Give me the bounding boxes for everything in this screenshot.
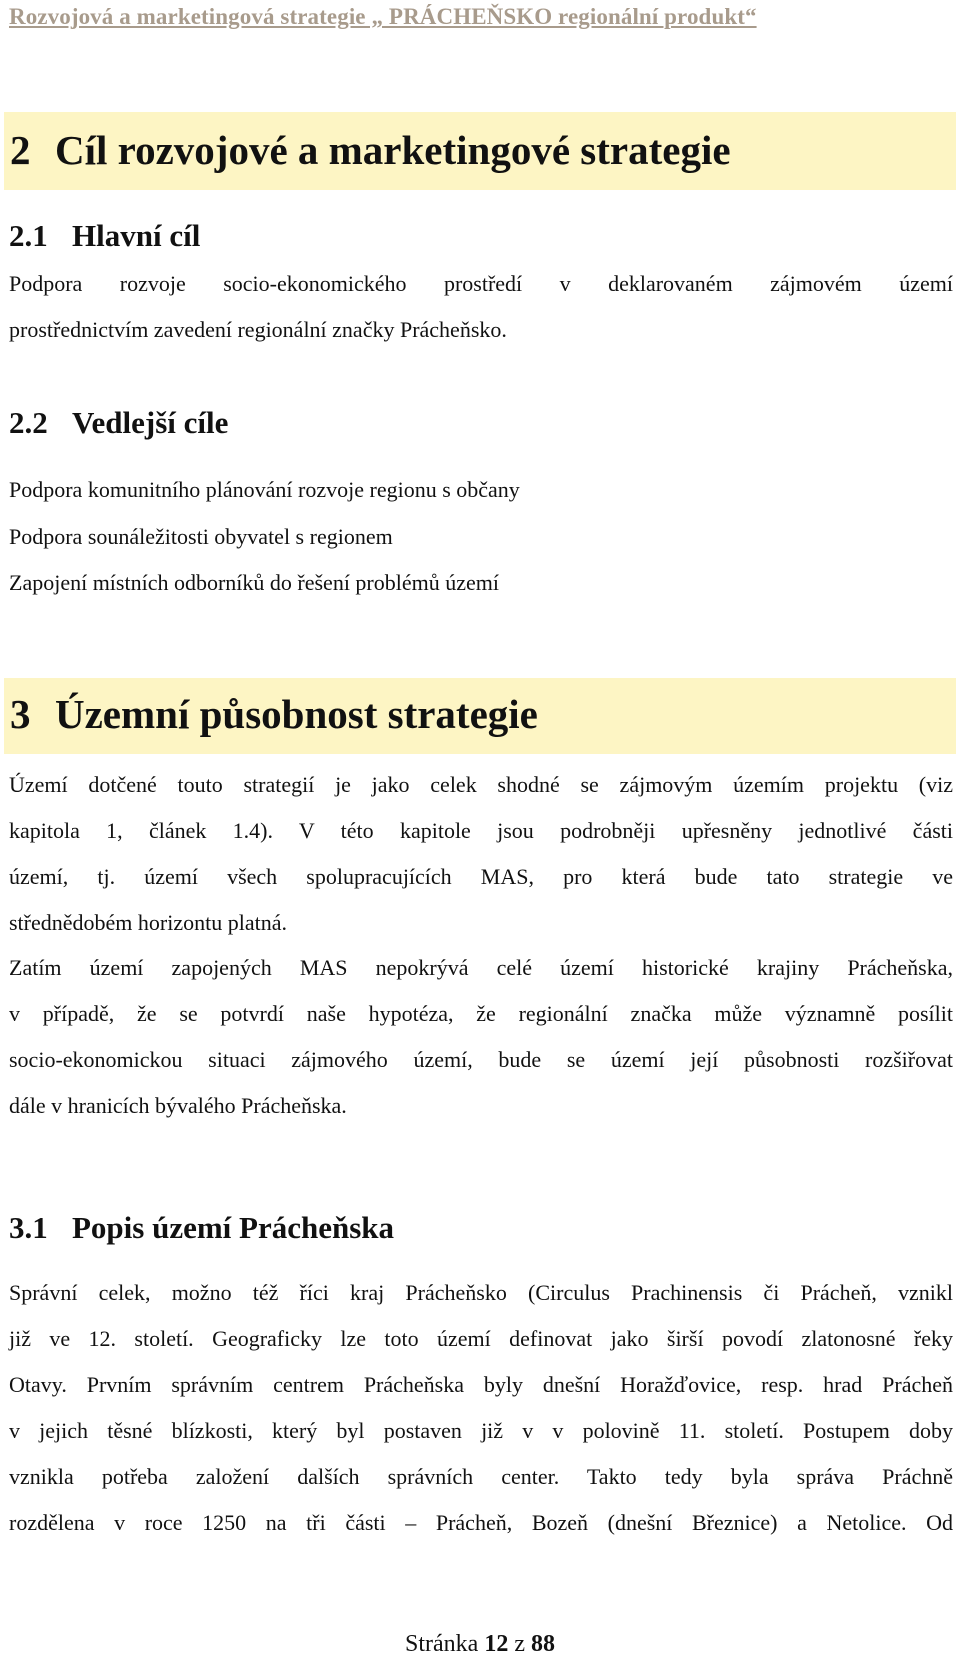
text-line: Správní celek, možno též říci kraj Prácheňsko (Circulus Prachinensis či Prácheň, vznikl — [9, 1280, 953, 1305]
total-pages-number: 88 — [530, 1631, 555, 1657]
section-number: 2.2 — [9, 405, 48, 440]
text-line: kapitola 1, článek 1.4). V této kapitole jsou podrobněji upřesněny jednotlivé části — [9, 818, 953, 843]
text-line: Území dotčené touto strategií je jako celek shodné se zájmovým územím projektu (viz — [9, 772, 953, 797]
chapter-number: 2 — [10, 127, 31, 173]
text-line: dále v hranicích bývalého Prácheňska. — [9, 1093, 347, 1118]
text-line: socio-ekonomickou situaci zájmového území, bude se území její působnosti rozšiřovat — [9, 1047, 953, 1072]
chapter-title: Cíl rozvojové a marketingové strategie — [55, 127, 731, 173]
section-heading-3-1 — [9, 1210, 394, 1246]
chapter-number: 3 — [10, 691, 31, 737]
chapter-heading-3 — [4, 678, 956, 754]
secondary-goal-item: Podpora sounáležitosti obyvatel s regionem — [9, 524, 393, 549]
section-title: Popis území Prácheňska — [72, 1210, 395, 1245]
text-line: rozdělena v roce 1250 na tři části – Prácheň, Bozeň (dnešní Březnice) a Netolice. Od — [9, 1510, 953, 1535]
secondary-goal-item: Podpora komunitního plánování rozvoje regionu s občany — [9, 477, 520, 502]
section-title: Vedlejší cíle — [72, 405, 229, 440]
text-line: v případě, že se potvrdí naše hypotéza, že regionální značka může významně posílit — [9, 1001, 953, 1026]
text-line: Otavy. Prvním správním centrem Prácheňska byly dnešní Horažďovice, resp. hrad Prácheň — [9, 1372, 953, 1397]
section-heading-2-1 — [9, 218, 200, 254]
text-line: již ve 12. století. Geograficky lze toto území definovat jako širší povodí zlatonosné řeky — [9, 1326, 953, 1351]
page-footer — [0, 1630, 960, 1658]
pracheňsko-description-paragraph — [9, 1270, 953, 1546]
text-line: prostřednictvím zavedení regionální značky Prácheňsko. — [9, 317, 507, 342]
text-line: v jejich těsné blízkosti, který byl postaven již v v polovině 11. století. Postupem doby — [9, 1418, 953, 1443]
territory-paragraph-1 — [9, 762, 953, 946]
text-line: Podpora rozvoje socio-ekonomického prostředí v deklarovaném zájmovém území — [9, 271, 953, 296]
text-line: střednědobém horizontu platná. — [9, 910, 287, 935]
territory-paragraph-2 — [9, 945, 953, 1129]
footer-prefix: Stránka — [405, 1631, 479, 1657]
section-number: 2.1 — [9, 218, 48, 253]
chapter-title: Územní působnost strategie — [55, 691, 538, 737]
text-line: vznikla potřeba založení dalších správních center. Takto tedy byla správa Práchně — [9, 1464, 953, 1489]
section-number: 3.1 — [9, 1210, 48, 1245]
running-header: Rozvojová a marketingová strategie „ PRÁCHEŇSKO regionální produkt“ — [9, 4, 757, 29]
main-goal-paragraph — [9, 261, 953, 353]
chapter-heading-2 — [4, 112, 956, 190]
text-line: území, tj. území všech spolupracujících MAS, pro která bude tato strategie ve — [9, 864, 953, 889]
secondary-goal-item: Zapojení místních odborníků do řešení problémů území — [9, 570, 500, 595]
section-heading-2-2 — [9, 405, 228, 441]
current-page-number: 12 — [484, 1631, 509, 1657]
text-line: Zatím území zapojených MAS nepokrývá celé území historické krajiny Prácheňska, — [9, 955, 953, 980]
footer-separator: z — [514, 1631, 525, 1657]
section-title: Hlavní cíl — [72, 218, 201, 253]
